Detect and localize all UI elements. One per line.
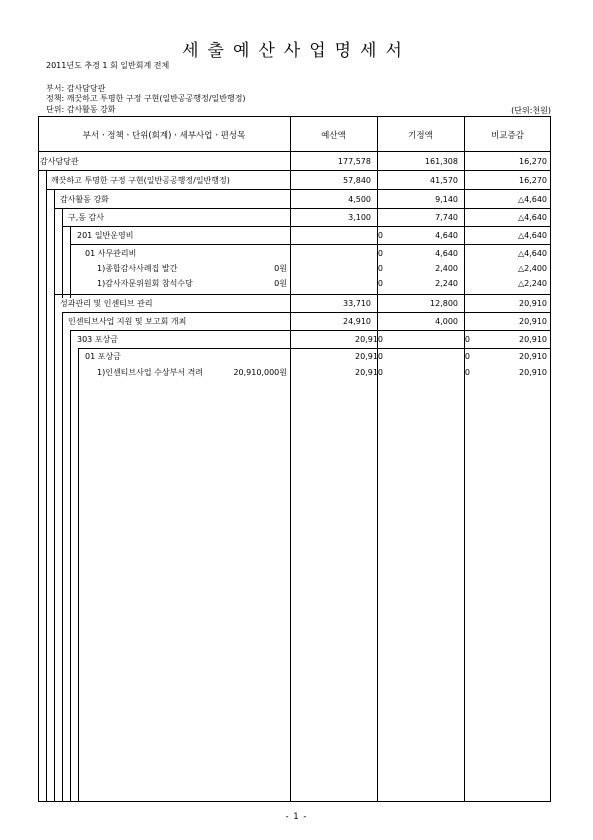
row-budget: 177,578 bbox=[337, 157, 371, 166]
row-prior: 4,000 bbox=[435, 317, 458, 326]
row-diff: 20,910 bbox=[519, 368, 547, 377]
row-diff: 16,270 bbox=[519, 176, 547, 185]
row-prior: 0 bbox=[464, 335, 470, 344]
row-divider bbox=[62, 312, 551, 313]
row-diff: △4,640 bbox=[517, 195, 547, 204]
row-divider bbox=[78, 348, 551, 349]
row-budget: 24,910 bbox=[343, 317, 371, 326]
row-prior: 9,140 bbox=[435, 195, 458, 204]
row-amount: 0원 bbox=[274, 279, 287, 288]
row-diff: 20,910 bbox=[519, 335, 547, 344]
row-label: 01 사무관리비 bbox=[85, 249, 137, 258]
table-header-divider bbox=[38, 151, 551, 152]
row-amount: 0원 bbox=[274, 264, 287, 273]
row-diff: 20,910 bbox=[519, 352, 547, 361]
row-label: 깨끗하고 투명한 구정 구현(일반공공행정/일반행정) bbox=[51, 176, 230, 185]
row-budget: 20,910 bbox=[355, 352, 383, 361]
row-label: 감사담당관 bbox=[40, 157, 79, 166]
indent-line bbox=[78, 348, 79, 802]
indent-line bbox=[62, 208, 63, 298]
row-label: 1)종합감사사례집 발간 bbox=[97, 264, 178, 273]
unit-program-line: 단위: 감사활동 강화 bbox=[46, 105, 116, 114]
row-budget: 3,100 bbox=[348, 213, 371, 222]
row-label: 감사활동 강화 bbox=[60, 195, 109, 204]
row-budget: 33,710 bbox=[343, 299, 371, 308]
indent-line bbox=[62, 312, 63, 802]
row-budget: 57,840 bbox=[343, 176, 371, 185]
indent-line bbox=[54, 189, 55, 802]
row-label: 303 포상금 bbox=[77, 335, 118, 344]
row-budget: 20,910 bbox=[355, 335, 383, 344]
row-diff: △4,640 bbox=[517, 249, 547, 258]
row-divider bbox=[70, 244, 551, 245]
row-label: 1)감사자문위원회 참석수당 bbox=[97, 279, 193, 288]
row-diff: △4,640 bbox=[517, 213, 547, 222]
row-divider bbox=[38, 170, 551, 171]
row-divider bbox=[54, 294, 551, 295]
header-item: 부서ㆍ정책ㆍ단위(회계)ㆍ세부사업ㆍ편성목 bbox=[82, 131, 246, 141]
page-number: - 1 - bbox=[285, 812, 308, 822]
indent-line bbox=[70, 330, 71, 802]
row-prior: 4,640 bbox=[435, 231, 458, 240]
row-prior: 2,240 bbox=[435, 279, 458, 288]
row-diff: △2,240 bbox=[517, 279, 547, 288]
row-diff: 16,270 bbox=[519, 157, 547, 166]
department-line: 부서: 감사담당관 bbox=[46, 84, 106, 93]
row-amount: 20,910,000원 bbox=[233, 368, 287, 377]
row-diff: 20,910 bbox=[519, 317, 547, 326]
row-diff: △2,400 bbox=[517, 264, 547, 273]
row-budget: 0 bbox=[377, 279, 383, 288]
policy-line: 정책: 깨끗하고 투명한 구정 구현(일반공공행정/일반행정) bbox=[46, 94, 246, 103]
fiscal-year-line: 2011년도 추경 1 회 일반회계 전체 bbox=[46, 61, 170, 70]
row-budget: 0 bbox=[377, 231, 383, 240]
row-budget: 0 bbox=[377, 249, 383, 258]
indent-line bbox=[46, 170, 47, 802]
row-divider bbox=[62, 226, 551, 227]
row-divider bbox=[70, 330, 551, 331]
row-label: 201 일반운영비 bbox=[77, 231, 134, 240]
row-prior: 41,570 bbox=[430, 176, 458, 185]
row-diff: △4,640 bbox=[517, 231, 547, 240]
row-label: 1)인센티브사업 수상부서 격려 bbox=[97, 368, 204, 377]
document-title: 세출예산사업명세서 bbox=[182, 41, 411, 61]
row-budget: 4,500 bbox=[348, 195, 371, 204]
row-divider bbox=[54, 208, 551, 209]
row-label: 구,동 감사 bbox=[68, 213, 104, 222]
row-prior: 161,308 bbox=[424, 157, 458, 166]
row-prior: 0 bbox=[464, 368, 470, 377]
row-prior: 7,740 bbox=[435, 213, 458, 222]
header-budget: 예산액 bbox=[321, 131, 346, 141]
row-prior: 12,800 bbox=[430, 299, 458, 308]
row-divider bbox=[46, 189, 551, 190]
header-diff: 비교증감 bbox=[491, 131, 524, 141]
header-prior: 기정액 bbox=[408, 131, 433, 141]
indent-line bbox=[70, 226, 71, 298]
row-label: 성과관리 및 인센티브 관리 bbox=[60, 299, 153, 308]
row-label: 01 포상금 bbox=[85, 352, 121, 361]
row-budget: 0 bbox=[377, 264, 383, 273]
row-prior: 2,400 bbox=[435, 264, 458, 273]
row-label: 인센티브사업 지원 및 보고회 개최 bbox=[68, 317, 187, 326]
row-diff: 20,910 bbox=[519, 299, 547, 308]
row-prior: 4,640 bbox=[435, 249, 458, 258]
row-budget: 20,910 bbox=[355, 368, 383, 377]
money-unit-label: (단위:천원) bbox=[511, 106, 551, 115]
row-prior: 0 bbox=[464, 352, 470, 361]
